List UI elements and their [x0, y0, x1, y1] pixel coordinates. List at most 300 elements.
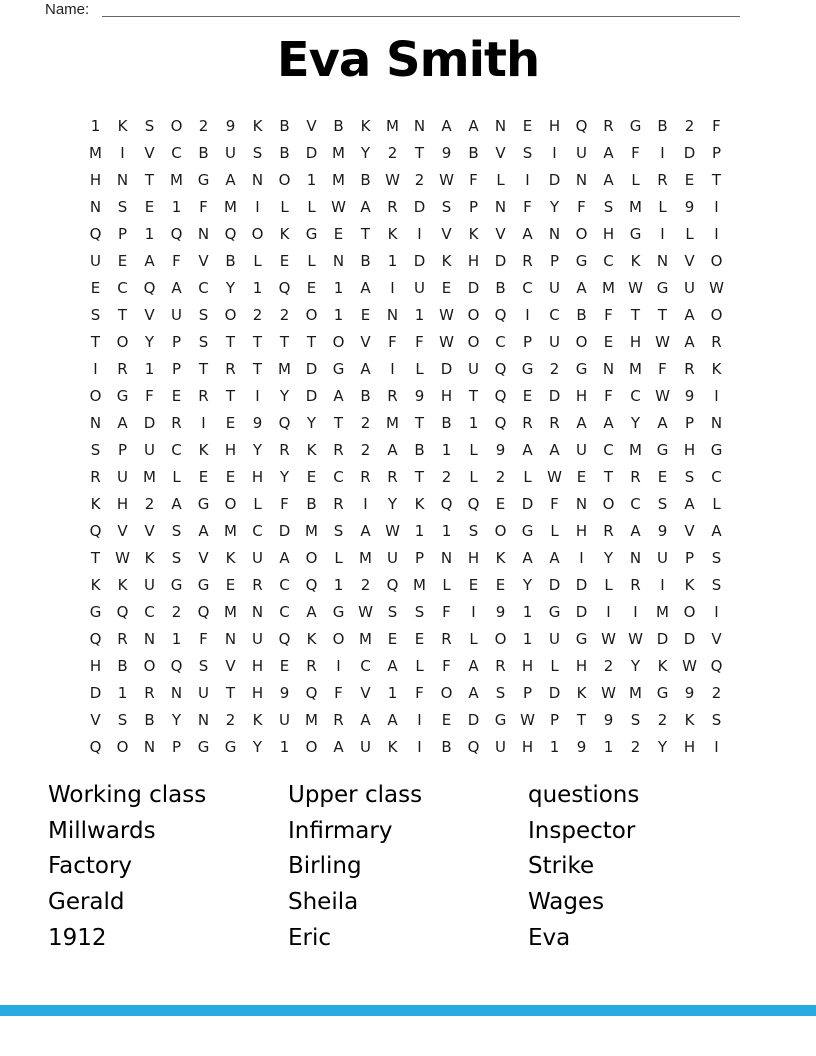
grid-cell-r8c4: U [171, 305, 182, 324]
grid-cell-r4c18: Y [549, 197, 560, 216]
grid-cell-r16c9: M [305, 521, 318, 540]
grid-cell-r24c14: B [441, 737, 452, 756]
grid-cell-r4c19: F [577, 197, 586, 216]
grid-cell-r24c11: U [360, 737, 371, 756]
grid-cell-r5c11: T [360, 224, 371, 243]
grid-cell-r9c3: Y [144, 332, 155, 351]
grid-cell-r1c14: A [441, 116, 452, 135]
grid-cell-r4c7: I [255, 197, 260, 216]
grid-cell-r15c4: A [171, 494, 182, 513]
grid-cell-r23c2: S [117, 710, 128, 729]
grid-cell-r13c12: A [387, 440, 398, 459]
grid-cell-r6c12: 1 [387, 251, 398, 270]
grid-cell-r10c15: U [468, 359, 479, 378]
grid-cell-r20c12: E [387, 629, 398, 648]
grid-cell-r7c20: M [602, 278, 615, 297]
grid-cell-r15c23: A [684, 494, 695, 513]
grid-cell-r20c22: D [656, 629, 669, 648]
grid-cell-r11c11: B [360, 386, 371, 405]
grid-cell-r14c21: R [630, 467, 641, 486]
grid-cell-r13c14: 1 [441, 440, 452, 459]
grid-cell-r17c1: T [90, 548, 101, 567]
grid-cell-r23c10: R [333, 710, 344, 729]
grid-cell-r23c15: D [467, 710, 480, 729]
grid-cell-r14c15: L [469, 467, 478, 486]
grid-cell-r12c23: P [684, 413, 695, 432]
grid-cell-r11c4: E [171, 386, 182, 405]
grid-cell-r24c21: 2 [630, 737, 641, 756]
grid-cell-r22c4: N [170, 683, 183, 702]
grid-cell-r8c15: O [467, 305, 480, 324]
grid-cell-r2c11: Y [360, 143, 371, 162]
grid-cell-r18c21: R [630, 575, 641, 594]
grid-cell-r23c20: 9 [603, 710, 614, 729]
grid-cell-r16c1: Q [89, 521, 102, 540]
grid-cell-r21c23: W [682, 656, 697, 675]
grid-cell-r16c18: L [550, 521, 559, 540]
grid-cell-r19c9: A [306, 602, 317, 621]
grid-cell-r12c3: D [143, 413, 156, 432]
grid-cell-r12c17: R [522, 413, 533, 432]
word-bank-item: Sheila [288, 889, 359, 916]
grid-cell-r8c3: V [144, 305, 155, 324]
grid-cell-r13c9: K [306, 440, 317, 459]
grid-cell-r24c20: 1 [603, 737, 614, 756]
grid-cell-r7c19: A [576, 278, 587, 297]
grid-cell-r19c22: M [656, 602, 669, 621]
grid-cell-r3c18: D [548, 170, 561, 189]
grid-cell-r8c21: T [630, 305, 641, 324]
grid-cell-r20c6: N [224, 629, 237, 648]
grid-cell-r15c8: F [280, 494, 289, 513]
grid-cell-r17c3: K [144, 548, 155, 567]
grid-cell-r20c23: D [683, 629, 696, 648]
grid-cell-r3c24: T [711, 170, 722, 189]
grid-cell-r19c2: Q [116, 602, 129, 621]
grid-cell-r17c12: U [387, 548, 398, 567]
grid-cell-r2c4: C [171, 143, 182, 162]
grid-cell-r13c15: L [469, 440, 478, 459]
word-bank-item: questions [528, 782, 640, 808]
grid-cell-r19c1: G [89, 602, 102, 621]
grid-cell-r18c19: D [575, 575, 588, 594]
grid-cell-r5c7: O [251, 224, 264, 243]
grid-cell-r23c19: T [576, 710, 587, 729]
grid-cell-r15c21: C [630, 494, 641, 513]
grid-cell-r18c3: U [144, 575, 155, 594]
grid-cell-r14c1: R [90, 467, 101, 486]
grid-cell-r20c14: R [441, 629, 452, 648]
grid-cell-r19c14: F [442, 602, 451, 621]
grid-cell-r4c14: S [441, 197, 452, 216]
grid-cell-r11c19: H [575, 386, 588, 405]
grid-cell-r16c23: V [684, 521, 695, 540]
grid-cell-r18c20: L [604, 575, 613, 594]
grid-cell-r9c19: O [575, 332, 588, 351]
grid-cell-r8c11: E [360, 305, 371, 324]
grid-cell-r16c14: 1 [441, 521, 452, 540]
word-bank-item: Factory [48, 853, 133, 880]
grid-cell-r16c5: A [198, 521, 209, 540]
grid-cell-r23c8: U [279, 710, 290, 729]
grid-cell-r21c10: I [336, 656, 341, 675]
grid-cell-r1c4: O [170, 116, 183, 135]
grid-cell-r20c10: O [332, 629, 345, 648]
word-bank-item: Birling [288, 853, 362, 880]
grid-cell-r23c5: N [197, 710, 210, 729]
word-bank [48, 778, 768, 957]
grid-cell-r10c20: N [602, 359, 615, 378]
grid-cell-r11c23: 9 [684, 386, 695, 405]
grid-cell-r8c13: 1 [414, 305, 425, 324]
grid-cell-r2c7: S [252, 143, 263, 162]
grid-cell-r1c5: 2 [198, 116, 209, 135]
grid-cell-r1c16: N [494, 116, 507, 135]
grid-cell-r2c10: M [332, 143, 345, 162]
footer-bar [0, 1005, 816, 1016]
grid-cell-r19c20: I [606, 602, 611, 621]
grid-cell-r12c13: T [414, 413, 425, 432]
grid-cell-r22c12: 1 [387, 683, 398, 702]
grid-cell-r16c15: S [468, 521, 479, 540]
grid-cell-r18c16: E [495, 575, 506, 594]
grid-cell-r21c5: S [198, 656, 209, 675]
grid-cell-r20c18: U [549, 629, 560, 648]
grid-cell-r13c4: C [171, 440, 182, 459]
grid-cell-r15c16: E [495, 494, 506, 513]
grid-cell-r23c9: M [305, 710, 318, 729]
grid-cell-r9c4: P [171, 332, 182, 351]
grid-cell-r13c21: M [629, 440, 642, 459]
grid-cell-r18c5: G [197, 575, 210, 594]
grid-cell-r1c9: V [306, 116, 317, 135]
grid-cell-r2c1: M [89, 143, 102, 162]
grid-cell-r14c22: E [657, 467, 668, 486]
grid-cell-r12c6: E [225, 413, 236, 432]
grid-cell-r4c6: M [224, 197, 237, 216]
grid-cell-r23c6: 2 [225, 710, 236, 729]
grid-cell-r7c2: C [117, 278, 128, 297]
grid-cell-r5c21: G [629, 224, 642, 243]
grid-cell-r21c12: A [387, 656, 398, 675]
word-bank-item: Eva [528, 924, 571, 951]
grid-cell-r22c1: D [89, 683, 102, 702]
grid-cell-r14c4: L [172, 467, 181, 486]
grid-cell-r4c20: S [603, 197, 614, 216]
grid-cell-r15c3: 2 [144, 494, 155, 513]
grid-cell-r13c2: P [117, 440, 128, 459]
grid-cell-r19c3: C [144, 602, 155, 621]
grid-cell-r1c2: K [117, 116, 128, 135]
grid-cell-r7c10: 1 [333, 278, 344, 297]
grid-cell-r18c11: 2 [360, 575, 371, 594]
grid-cell-r12c9: Y [306, 413, 317, 432]
grid-cell-r5c5: N [197, 224, 210, 243]
grid-cell-r23c12: A [387, 710, 398, 729]
grid-cell-r11c3: F [145, 386, 154, 405]
grid-cell-r8c2: T [117, 305, 128, 324]
grid-cell-r23c22: 2 [657, 710, 668, 729]
grid-cell-r1c20: R [603, 116, 614, 135]
grid-cell-r13c8: R [279, 440, 290, 459]
grid-cell-r17c19: I [579, 548, 584, 567]
grid-cell-r5c22: I [660, 224, 665, 243]
grid-cell-r21c21: Y [630, 656, 641, 675]
grid-cell-r20c5: F [199, 629, 208, 648]
grid-cell-r21c18: L [550, 656, 559, 675]
grid-cell-r23c3: B [144, 710, 155, 729]
grid-cell-r2c6: U [225, 143, 236, 162]
grid-cell-r24c4: P [171, 737, 182, 756]
grid-cell-r20c15: L [469, 629, 478, 648]
grid-cell-r2c22: I [660, 143, 665, 162]
grid-cell-r21c7: H [251, 656, 264, 675]
grid-cell-r15c12: Y [387, 494, 398, 513]
grid-cell-r24c13: I [417, 737, 422, 756]
grid-cell-r2c23: D [683, 143, 696, 162]
grid-cell-r24c18: 1 [549, 737, 560, 756]
grid-cell-r8c10: 1 [333, 305, 344, 324]
grid-cell-r3c14: W [439, 170, 454, 189]
grid-cell-r23c16: G [494, 710, 507, 729]
grid-cell-r9c6: T [225, 332, 236, 351]
word-bank-item: Infirmary [288, 817, 393, 844]
grid-cell-r22c5: U [198, 683, 209, 702]
grid-cell-r18c13: M [413, 575, 426, 594]
grid-cell-r23c13: I [417, 710, 422, 729]
grid-cell-r5c19: O [575, 224, 588, 243]
grid-cell-r4c12: R [387, 197, 398, 216]
grid-cell-r4c3: E [144, 197, 155, 216]
grid-cell-r13c5: K [198, 440, 209, 459]
page-title: Eva Smith [276, 32, 540, 88]
grid-cell-r1c10: B [333, 116, 344, 135]
grid-cell-r13c19: U [576, 440, 587, 459]
grid-cell-r13c13: B [414, 440, 425, 459]
grid-cell-r6c17: R [522, 251, 533, 270]
grid-cell-r12c8: Q [278, 413, 291, 432]
grid-cell-r7c15: D [467, 278, 480, 297]
grid-cell-r17c6: K [225, 548, 236, 567]
grid-cell-r2c12: 2 [387, 143, 398, 162]
grid-cell-r14c11: R [360, 467, 371, 486]
grid-cell-r8c22: T [657, 305, 668, 324]
grid-cell-r10c2: R [117, 359, 128, 378]
grid-cell-r19c7: N [251, 602, 264, 621]
grid-cell-r10c12: I [390, 359, 395, 378]
grid-cell-r23c4: Y [171, 710, 182, 729]
grid-cell-r7c1: E [90, 278, 101, 297]
grid-cell-r8c9: O [305, 305, 318, 324]
grid-cell-r18c1: K [90, 575, 101, 594]
grid-cell-r11c15: T [468, 386, 479, 405]
grid-cell-r4c4: 1 [171, 197, 182, 216]
grid-cell-r1c19: Q [575, 116, 588, 135]
grid-cell-r23c24: S [711, 710, 722, 729]
grid-cell-r19c6: M [224, 602, 237, 621]
grid-cell-r24c1: Q [89, 737, 102, 756]
grid-cell-r9c16: C [495, 332, 506, 351]
grid-cell-r21c22: K [657, 656, 668, 675]
grid-cell-r11c22: W [655, 386, 670, 405]
grid-cell-r21c13: L [415, 656, 424, 675]
grid-cell-r4c23: 9 [684, 197, 695, 216]
grid-cell-r10c1: I [93, 359, 98, 378]
grid-cell-r14c12: R [387, 467, 398, 486]
grid-cell-r22c21: M [629, 683, 642, 702]
grid-cell-r1c11: K [360, 116, 371, 135]
grid-cell-r7c6: Y [225, 278, 236, 297]
grid-cell-r14c5: E [198, 467, 209, 486]
grid-cell-r21c20: 2 [603, 656, 614, 675]
grid-cell-r4c22: L [658, 197, 667, 216]
grid-cell-r16c7: C [252, 521, 263, 540]
grid-cell-r13c7: Y [252, 440, 263, 459]
grid-cell-r2c15: B [468, 143, 479, 162]
grid-cell-r17c13: P [414, 548, 425, 567]
grid-cell-r10c23: R [684, 359, 695, 378]
grid-cell-r22c3: R [144, 683, 155, 702]
grid-cell-r3c12: W [385, 170, 400, 189]
grid-cell-r5c8: K [279, 224, 290, 243]
grid-cell-r11c12: R [387, 386, 398, 405]
grid-cell-r21c3: O [143, 656, 156, 675]
grid-cell-r4c21: M [629, 197, 642, 216]
grid-cell-r18c9: Q [305, 575, 318, 594]
grid-cell-r12c14: B [441, 413, 452, 432]
grid-cell-r19c10: G [332, 602, 345, 621]
grid-cell-r11c8: Y [279, 386, 290, 405]
grid-cell-r8c24: O [710, 305, 723, 324]
grid-cell-r15c22: S [657, 494, 668, 513]
grid-cell-r24c8: 1 [279, 737, 290, 756]
grid-cell-r6c16: D [494, 251, 507, 270]
grid-cell-r5c13: I [417, 224, 422, 243]
grid-cell-r17c23: P [684, 548, 695, 567]
grid-cell-r12c12: M [386, 413, 399, 432]
grid-cell-r15c2: H [116, 494, 129, 513]
grid-cell-r10c24: K [711, 359, 722, 378]
grid-cell-r8c17: I [525, 305, 530, 324]
grid-cell-r24c12: K [387, 737, 398, 756]
grid-cell-r22c6: T [225, 683, 236, 702]
grid-cell-r18c6: E [225, 575, 236, 594]
grid-cell-r14c17: L [523, 467, 532, 486]
grid-cell-r9c2: O [116, 332, 129, 351]
grid-cell-r20c2: R [117, 629, 128, 648]
grid-cell-r20c16: O [494, 629, 507, 648]
grid-cell-r13c18: A [549, 440, 560, 459]
grid-cell-r10c14: D [440, 359, 453, 378]
grid-cell-r19c15: I [471, 602, 476, 621]
grid-cell-r24c17: H [521, 737, 534, 756]
grid-cell-r15c19: N [575, 494, 588, 513]
grid-cell-r6c14: K [441, 251, 452, 270]
grid-cell-r14c23: S [684, 467, 695, 486]
grid-cell-r21c9: R [306, 656, 317, 675]
grid-cell-r18c8: C [279, 575, 290, 594]
grid-cell-r17c10: L [334, 548, 343, 567]
grid-cell-r24c24: I [714, 737, 719, 756]
grid-cell-r21c6: V [225, 656, 236, 675]
grid-cell-r7c11: A [360, 278, 371, 297]
grid-cell-r1c13: N [413, 116, 426, 135]
grid-cell-r10c4: P [171, 359, 182, 378]
grid-cell-r4c15: P [468, 197, 479, 216]
grid-cell-r12c10: T [333, 413, 344, 432]
grid-cell-r9c7: T [252, 332, 263, 351]
grid-cell-r5c23: L [685, 224, 694, 243]
grid-cell-r9c18: U [549, 332, 560, 351]
grid-cell-r7c16: B [495, 278, 506, 297]
grid-cell-r3c6: A [225, 170, 236, 189]
grid-cell-r15c6: O [224, 494, 237, 513]
grid-cell-r3c20: A [603, 170, 614, 189]
grid-cell-r14c9: E [306, 467, 317, 486]
grid-cell-r10c8: M [278, 359, 291, 378]
grid-cell-r21c4: Q [170, 656, 183, 675]
grid-cell-r18c22: I [660, 575, 665, 594]
grid-cell-r15c20: O [602, 494, 615, 513]
grid-cell-r22c22: G [656, 683, 669, 702]
grid-cell-r5c17: A [522, 224, 533, 243]
word-bank-column-2 [288, 778, 528, 957]
grid-cell-r8c18: C [549, 305, 560, 324]
grid-cell-r13c20: C [603, 440, 614, 459]
grid-cell-r6c19: G [575, 251, 588, 270]
grid-cell-r6c4: F [172, 251, 181, 270]
grid-cell-r13c22: G [656, 440, 669, 459]
grid-cell-r3c9: 1 [306, 170, 317, 189]
grid-cell-r4c10: W [331, 197, 346, 216]
grid-cell-r22c15: A [468, 683, 479, 702]
grid-cell-r21c8: E [279, 656, 290, 675]
grid-cell-r20c20: W [601, 629, 616, 648]
grid-cell-r11c6: T [225, 386, 236, 405]
grid-cell-r19c8: C [279, 602, 290, 621]
grid-cell-r6c10: N [332, 251, 345, 270]
grid-cell-r4c11: A [360, 197, 371, 216]
grid-cell-r4c17: F [523, 197, 532, 216]
grid-cell-r15c18: F [550, 494, 559, 513]
grid-cell-r10c5: T [198, 359, 209, 378]
grid-cell-r10c13: L [415, 359, 424, 378]
grid-cell-r24c2: O [116, 737, 129, 756]
grid-cell-r2c3: V [144, 143, 155, 162]
grid-cell-r11c13: 9 [414, 386, 425, 405]
grid-cell-r7c22: G [656, 278, 669, 297]
grid-cell-r2c20: A [603, 143, 614, 162]
grid-cell-r16c10: S [333, 521, 344, 540]
grid-cell-r19c5: Q [197, 602, 210, 621]
grid-cell-r3c16: L [496, 170, 505, 189]
grid-cell-r11c21: C [630, 386, 641, 405]
grid-cell-r9c23: A [684, 332, 695, 351]
grid-cell-r20c11: M [359, 629, 372, 648]
grid-cell-r6c8: E [279, 251, 290, 270]
grid-cell-r13c11: 2 [360, 440, 371, 459]
grid-cell-r18c7: R [252, 575, 263, 594]
grid-cell-r17c4: S [171, 548, 182, 567]
name-label: Name: [45, 1, 90, 18]
grid-cell-r24c3: N [143, 737, 156, 756]
grid-cell-r17c20: Y [603, 548, 614, 567]
grid-cell-r20c3: N [143, 629, 156, 648]
grid-cell-r22c16: S [495, 683, 506, 702]
grid-cell-r12c20: A [603, 413, 614, 432]
grid-cell-r3c13: 2 [414, 170, 425, 189]
grid-cell-r9c13: F [415, 332, 424, 351]
